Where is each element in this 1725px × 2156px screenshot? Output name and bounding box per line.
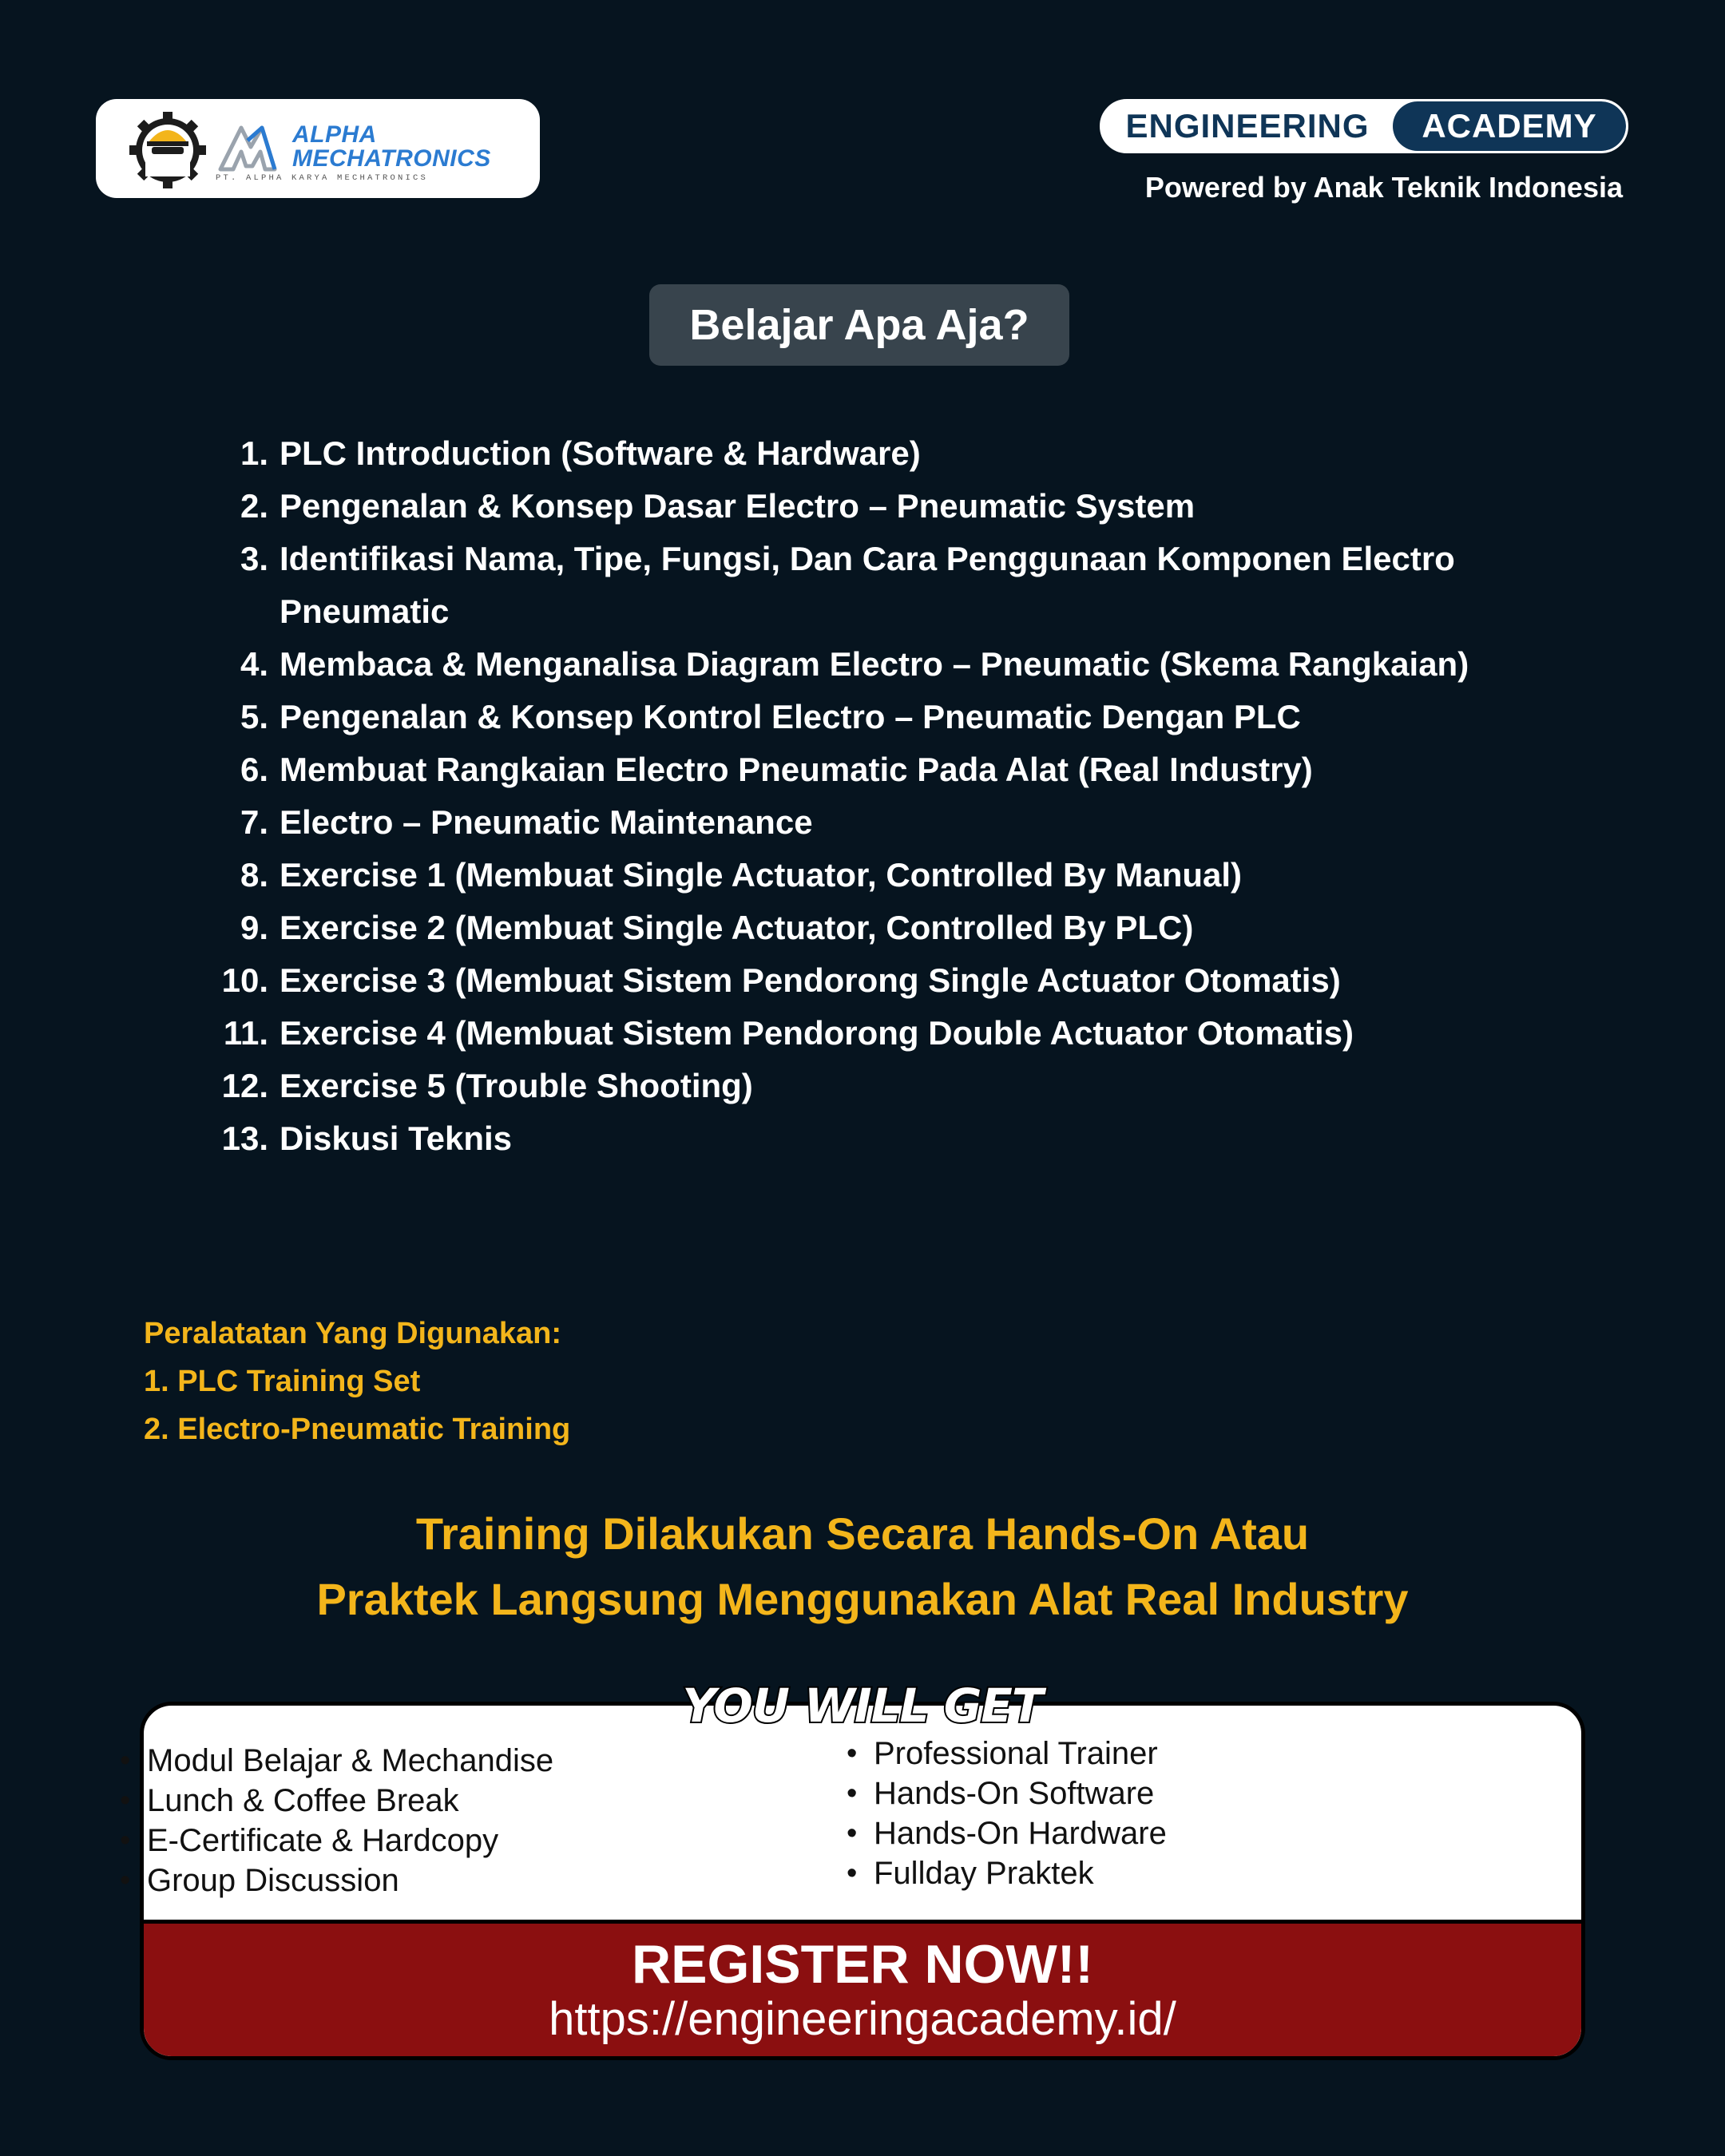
- partner-logo-card: [96, 99, 540, 198]
- curriculum-item: 12. Exercise 5 (Trouble Shooting): [221, 1067, 753, 1104]
- bullet-icon: •: [120, 1784, 131, 1817]
- hands-on-line-1: Training Dilakukan Secara Hands-On Atau: [415, 1508, 1310, 1559]
- bullet-icon: •: [847, 1857, 858, 1890]
- bullet-icon: •: [120, 1824, 131, 1857]
- curriculum-list: [192, 427, 1565, 1165]
- alpha-mechatronics-logo-icon: [216, 117, 280, 180]
- equipment-item: 1. PLC Training Set: [144, 1365, 421, 1398]
- curriculum-item: 7. Electro – Pneumatic Maintenance: [240, 803, 813, 841]
- benefit-item: • Lunch & Coffee Break: [120, 1781, 553, 1821]
- benefit-item: • Fullday Praktek: [847, 1853, 1167, 1893]
- benefit-item: • Hands-On Hardware: [847, 1813, 1167, 1853]
- bullet-icon: •: [847, 1817, 858, 1850]
- benefit-item: • Group Discussion: [120, 1861, 553, 1900]
- curriculum-item: 11. Exercise 4 (Membuat Sistem Pendorong Double Actuator Otomatis): [223, 1014, 1354, 1052]
- benefits-list-left: [120, 1741, 553, 1900]
- benefits-list-right: [847, 1734, 1167, 1893]
- equipment-heading: Peralatatan Yang Digunakan:: [144, 1317, 562, 1350]
- badge-engineering: ENGINEERING: [1125, 107, 1370, 145]
- engineering-academy-badge: [1100, 99, 1628, 153]
- powered-by-text: Powered by Anak Teknik Indonesia: [1144, 171, 1623, 204]
- curriculum-item: 9. Exercise 2 (Membuat Single Actuator, Controlled By PLC): [240, 909, 1194, 946]
- equipment-item: 2. Electro-Pneumatic Training: [144, 1413, 571, 1446]
- curriculum-item: 4. Membaca & Menganalisa Diagram Electro – Pneumatic (Skema Rangkaian): [240, 645, 1469, 683]
- curriculum-item: 5. Pengenalan & Konsep Kontrol Electro – Pneumatic Dengan PLC: [240, 698, 1301, 735]
- partner-name: ALPHA MECHATRONICS: [292, 121, 491, 172]
- hands-on-statement: [0, 1501, 1725, 1632]
- curriculum-item: 10. Exercise 3 (Membuat Sistem Pendorong Single Actuator Otomatis): [221, 961, 1341, 999]
- benefit-item: • Modul Belajar & Mechandise: [120, 1741, 553, 1781]
- benefit-item: • Professional Trainer: [847, 1734, 1167, 1774]
- curriculum-item: 13. Diskusi Teknis: [221, 1120, 513, 1157]
- curriculum-item: 2. Pengenalan & Konsep Dasar Electro – Pneumatic System: [240, 487, 1196, 525]
- register-banner[interactable]: [144, 1920, 1581, 2056]
- equipment-section: [144, 1310, 570, 1453]
- anak-teknik-logo-icon: [128, 110, 208, 190]
- curriculum-item: 8. Exercise 1 (Membuat Single Actuator, Controlled By Manual): [240, 856, 1243, 894]
- benefit-item: • Hands-On Software: [847, 1774, 1167, 1813]
- bullet-icon: •: [120, 1864, 131, 1897]
- bullet-icon: •: [120, 1744, 131, 1778]
- badge-academy: ACADEMY: [1393, 101, 1626, 151]
- curriculum-item: 1. PLC Introduction (Software & Hardware): [240, 434, 921, 472]
- register-url-link[interactable]: https://engineeringacademy.id/: [549, 1993, 1176, 2045]
- register-title[interactable]: REGISTER NOW!!: [632, 1934, 1093, 1995]
- bullet-icon: •: [847, 1777, 858, 1810]
- hands-on-line-2: Praktek Langsung Menggunakan Alat Real Industry: [316, 1574, 1409, 1624]
- page-title: Belajar Apa Aja?: [649, 284, 1069, 366]
- bullet-icon: •: [847, 1737, 858, 1770]
- benefit-item: • E-Certificate & Hardcopy: [120, 1821, 553, 1861]
- curriculum-item: 6. Membuat Rangkaian Electro Pneumatic Pada Alat (Real Industry): [240, 751, 1313, 788]
- benefits-title: YOU WILL GET: [682, 1678, 1043, 1733]
- partner-tagline: PT. ALPHA KARYA MECHATRONICS: [216, 173, 429, 183]
- curriculum-item: 3. Identifikasi Nama, Tipe, Fungsi, Dan Cara Penggunaan Komponen Electro Pneumatic: [240, 540, 1455, 630]
